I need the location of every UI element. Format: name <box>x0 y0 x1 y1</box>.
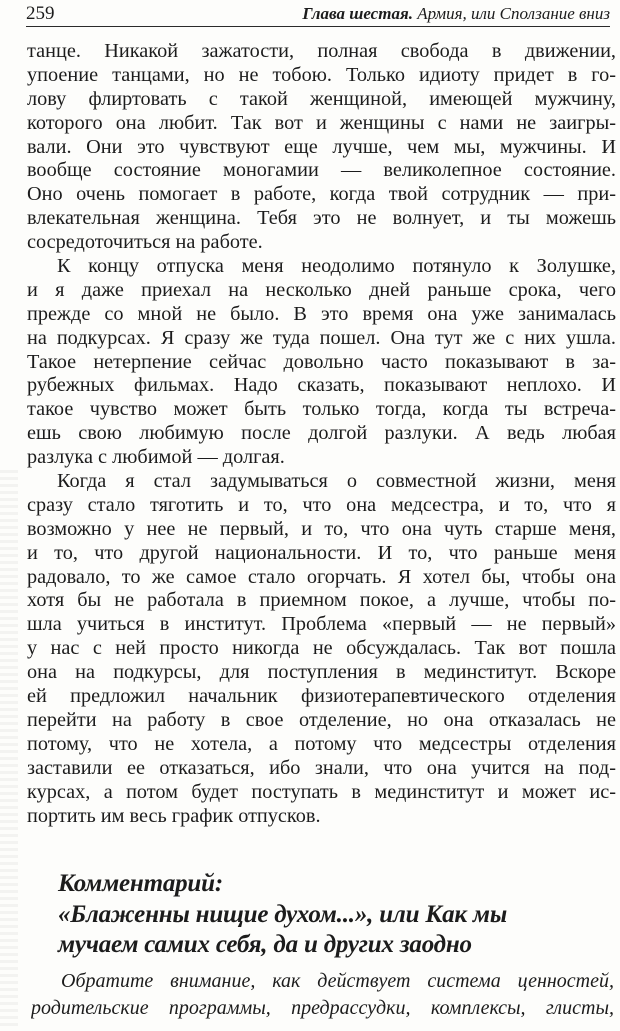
body-line: возможно у нее не первый, и то, что она чуть старше меня, <box>27 517 616 540</box>
body-line: танце. Никакой зажатости, полная свобода в движении, <box>27 40 616 62</box>
body-line: прежде со мной не было. В это время она уже занималась <box>27 302 616 325</box>
comment-body <box>31 968 614 1022</box>
body-line: заставили ее отказаться, ибо знали, что она учится на под- <box>27 756 616 779</box>
body-line: и то, что другой национальности. И то, что раньше меня <box>27 541 616 564</box>
page-number: 259 <box>26 3 55 24</box>
body-line: которого она любит. Так вот и женщины с нами не заигры- <box>27 111 616 134</box>
body-line: ей предложил начальник физиотерапевтического отделения <box>27 685 616 708</box>
scan-edge-shadow <box>0 470 18 1030</box>
body-line: вали. Они это чувствуют еще лучше, чем мы, мужчины. И <box>27 135 616 158</box>
body-line: Такое нетерпение сейчас довольно часто показывают в за- <box>27 350 616 373</box>
body-line: потому, что не хотела, а потому что медсестры отделения <box>27 732 616 755</box>
comment-section <box>58 869 613 961</box>
body-line: и я даже приехал на несколько дней раньше срока, чего <box>27 278 616 301</box>
body-text <box>27 40 616 828</box>
body-line: ешь свою любимую после долгой разлуки. А ведь любая <box>27 422 616 445</box>
body-line: такое чувство может быть только тогда, когда ты встреча- <box>27 398 616 421</box>
body-line: сразу стало тяготить и то, что она медсестра, и то, что я <box>27 493 616 516</box>
body-line: курсах, а потом будет поступать в мединститут и может ис- <box>27 780 616 803</box>
running-head-chapter: Глава шестая. <box>302 4 413 23</box>
body-line: сосредоточиться на работе. <box>27 231 263 254</box>
body-line: вообще состояние моногамии — великолепное состояние. <box>27 159 616 182</box>
page-header <box>26 2 610 27</box>
body-line: радовало, то же самое стало огорчать. Я хотел бы, чтобы она <box>27 565 616 588</box>
body-line: портить им весь график отпусков. <box>27 804 321 827</box>
body-line: шла учиться в институт. Проблема «первый — не первый» <box>27 613 616 636</box>
body-line: на подкурсах. Я сразу же туда пошел. Она тут же с них ушла. <box>27 326 616 349</box>
body-line: у нас с ней просто никогда не обсуждалась. Так вот пошла <box>27 637 616 660</box>
body-line: разлука с любимой — долгая. <box>27 446 285 469</box>
body-line: Оно очень помогает в работе, когда твой сотрудник — при- <box>27 183 616 206</box>
comment-heading-label: Комментарий: <box>58 870 223 897</box>
body-line: хотя бы не работала в приемном покое, а лучше, чтобы по- <box>27 589 616 612</box>
comment-body-line: родительские программы, предрассудки, комплексы, глисты, <box>31 997 614 1019</box>
comment-heading-title-line-1: «Блаженны нищие духом...», или Как мы <box>58 900 507 928</box>
body-line: Когда я стал задумываться о совместной жизни, меня <box>57 470 616 493</box>
body-line: рубежных фильмах. Надо сказать, показывают неплохо. И <box>27 374 616 397</box>
body-line: К концу отпуска меня неодолимо потянуло к Золушке, <box>57 255 616 278</box>
running-head-title: Армия, или Сползание вниз <box>417 4 610 23</box>
body-line: она на подкурсы, для поступления в мединститут. Вскоре <box>27 661 616 684</box>
body-line: влекательная женщина. Тебя это не волнует, и ты можешь <box>27 207 616 230</box>
comment-body-line: Обратите внимание, как действует система ценностей, <box>61 970 614 992</box>
body-line: лову флиртовать с такой женщиной, имеющей мужчину, <box>27 87 616 110</box>
body-line: перейти на работу в свое отделение, но она отказалась не <box>27 708 616 731</box>
body-line: упоение танцами, но не тобою. Только идиоту придет в го- <box>27 63 616 86</box>
running-head <box>302 3 610 25</box>
comment-heading-title-line-2: мучаем самих себя, да и других заодно <box>58 931 472 959</box>
